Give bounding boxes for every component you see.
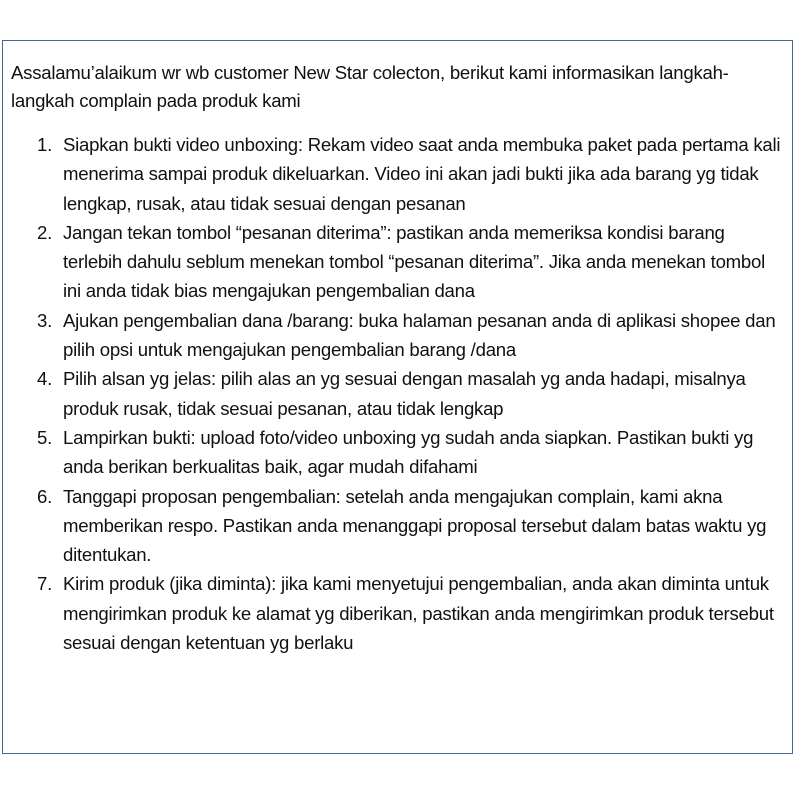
text-box bbox=[2, 40, 793, 754]
intro-paragraph: Assalamu’alaikum wr wb customer New Star colecton, berikut kami informasikan langkah-langkah complain pada produk kami bbox=[11, 62, 729, 111]
step-number: 5. bbox=[37, 426, 53, 448]
step-text: Lampirkan bukti: upload foto/video unboxing yg sudah anda siapkan. Pastikan bukti yg anda berikan berkualitas baik, agar mudah difahami bbox=[63, 426, 754, 478]
step-text: Ajukan pengembalian dana /barang: buka halaman pesanan anda di aplikasi shopee dan pilih opsi untuk mengajukan pengembalian barang /dana bbox=[63, 309, 776, 361]
steps-list bbox=[37, 130, 787, 657]
list-item bbox=[37, 130, 787, 218]
list-item bbox=[37, 423, 787, 482]
list-item bbox=[37, 218, 787, 306]
step-text: Siapkan bukti video unboxing: Rekam video saat anda membuka paket pada pertama kali menerima sampai produk dikeluarkan. Video ini akan jadi bukti jika ada barang yg tidak lengkap, rusak, atau tidak sesuai dengan pesanan bbox=[63, 134, 781, 214]
step-text: Tanggapi proposan pengembalian: setelah anda mengajukan complain, kami akna memberikan respo. Pastikan anda menanggapi proposal tersebut dalam batas waktu yg ditentukan. bbox=[63, 485, 767, 566]
step-number: 3. bbox=[37, 309, 53, 331]
list-item bbox=[37, 482, 787, 570]
step-number: 7. bbox=[37, 573, 53, 595]
list-item bbox=[37, 306, 787, 365]
step-number: 1. bbox=[37, 134, 53, 155]
step-text: Pilih alsan yg jelas: pilih alas an yg sesuai dengan masalah yg anda hadapi, misalnya produk rusak, tidak sesuai pesanan, atau tidak lengkap bbox=[63, 368, 746, 419]
step-text: Kirim produk (jika diminta): jika kami menyetujui pengembalian, anda akan diminta untuk mengirimkan produk ke alamat yg diberikan, pastikan anda mengirimkan produk tersebut sesuai dengan ketentuan yg berlaku bbox=[63, 573, 774, 654]
step-number: 2. bbox=[37, 221, 53, 243]
list-item bbox=[37, 364, 787, 423]
step-number: 4. bbox=[37, 368, 53, 390]
step-text: Jangan tekan tombol “pesanan diterima”: pastikan anda memeriksa kondisi barang terlebih dahulu seblum menekan tombol “pesanan diterima”. Jika anda menekan tombol ini anda tidak bias mengajukan pengembalian dana bbox=[63, 221, 765, 302]
list-item bbox=[37, 569, 787, 657]
step-number: 6. bbox=[37, 485, 53, 507]
